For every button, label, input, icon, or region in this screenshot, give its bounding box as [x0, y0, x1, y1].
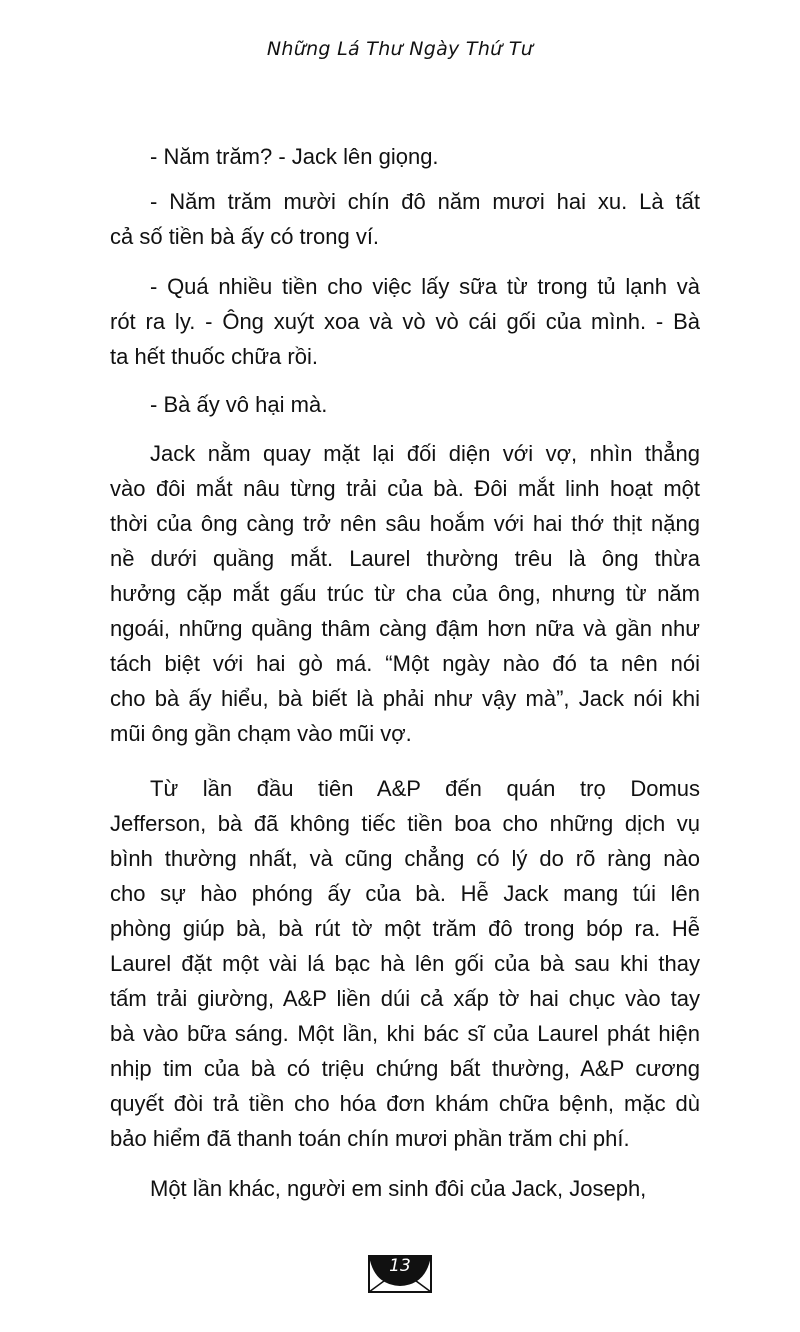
text-line: ta hết thuốc chữa rồi. — [110, 344, 318, 369]
text-line: cả số tiền bà ấy có trong ví. — [110, 224, 380, 249]
text-line: bình thường nhất, và cũng chẳng có lý do rõ ràng nào — [110, 846, 700, 871]
text-line: Một lần khác, người em sinh đôi của Jack, Joseph, — [150, 1176, 647, 1201]
text-line: bảo hiểm đã thanh toán chín mươi phần trăm chi phí. — [110, 1126, 630, 1151]
text-line: mũi ông gần chạm vào mũi vợ. — [110, 721, 412, 746]
text-line: cho sự hào phóng ấy của bà. Hễ Jack mang túi lên — [110, 881, 700, 906]
text-line: vào đôi mắt nâu từng trải của bà. Đôi mắt linh hoạt một — [110, 476, 700, 501]
text-line: tách biệt với hai gò má. “Một ngày nào đó ta nên nói — [110, 651, 700, 676]
text-line: nhịp tim của bà có triệu chứng bất thường, A&P cương — [110, 1056, 700, 1081]
text-line: Jack nằm quay mặt lại đối diện với vợ, nhìn thẳng — [150, 441, 700, 466]
text-line: rót ra ly. - Ông xuýt xoa và vò vò cái gối của mình. - Bà — [110, 309, 700, 334]
text-line: phòng giúp bà, bà rút tờ một trăm đô trong bóp ra. Hễ — [110, 916, 700, 941]
text-line: ngoái, những quầng thâm càng đậm hơn nữa và gần như — [110, 616, 700, 641]
text-line: Laurel đặt một vài lá bạc hà lên gối của bà sau khi thay — [110, 951, 700, 976]
text-line: nề dưới quầng mắt. Laurel thường trêu là ông thừa — [110, 546, 700, 571]
text-line: - Năm trăm? - Jack lên giọng. — [150, 144, 439, 169]
running-header: Những Lá Thư Ngày Thứ Tư — [266, 38, 534, 60]
text-line: - Quá nhiều tiền cho việc lấy sữa từ trong tủ lạnh và — [150, 274, 700, 299]
text-line: Jefferson, bà đã không tiếc tiền boa cho những dịch vụ — [110, 811, 700, 836]
text-line: Từ lần đầu tiên A&P đến quán trọ Domus — [150, 776, 700, 801]
page-number: 13 — [389, 1256, 411, 1276]
text-line: quyết đòi trả tiền cho hóa đơn khám chữa bệnh, mặc dù — [110, 1091, 700, 1116]
text-line: cho bà ấy hiểu, bà biết là phải như vậy mà”, Jack nói khi — [110, 686, 700, 711]
text-line: tấm trải giường, A&P liền dúi cả xấp tờ hai chục vào tay — [110, 986, 700, 1011]
text-line: bà vào bữa sáng. Một lần, khi bác sĩ của Laurel phát hiện — [110, 1021, 700, 1046]
text-line: thời của ông càng trở nên sâu hoắm với hai thớ thịt nặng — [110, 511, 700, 536]
text-line: hưởng cặp mắt gấu trúc từ cha của ông, nhưng từ năm — [110, 581, 700, 606]
text-line: - Năm trăm mười chín đô năm mươi hai xu. Là tất — [150, 189, 700, 214]
text-line: - Bà ấy vô hại mà. — [150, 392, 328, 417]
